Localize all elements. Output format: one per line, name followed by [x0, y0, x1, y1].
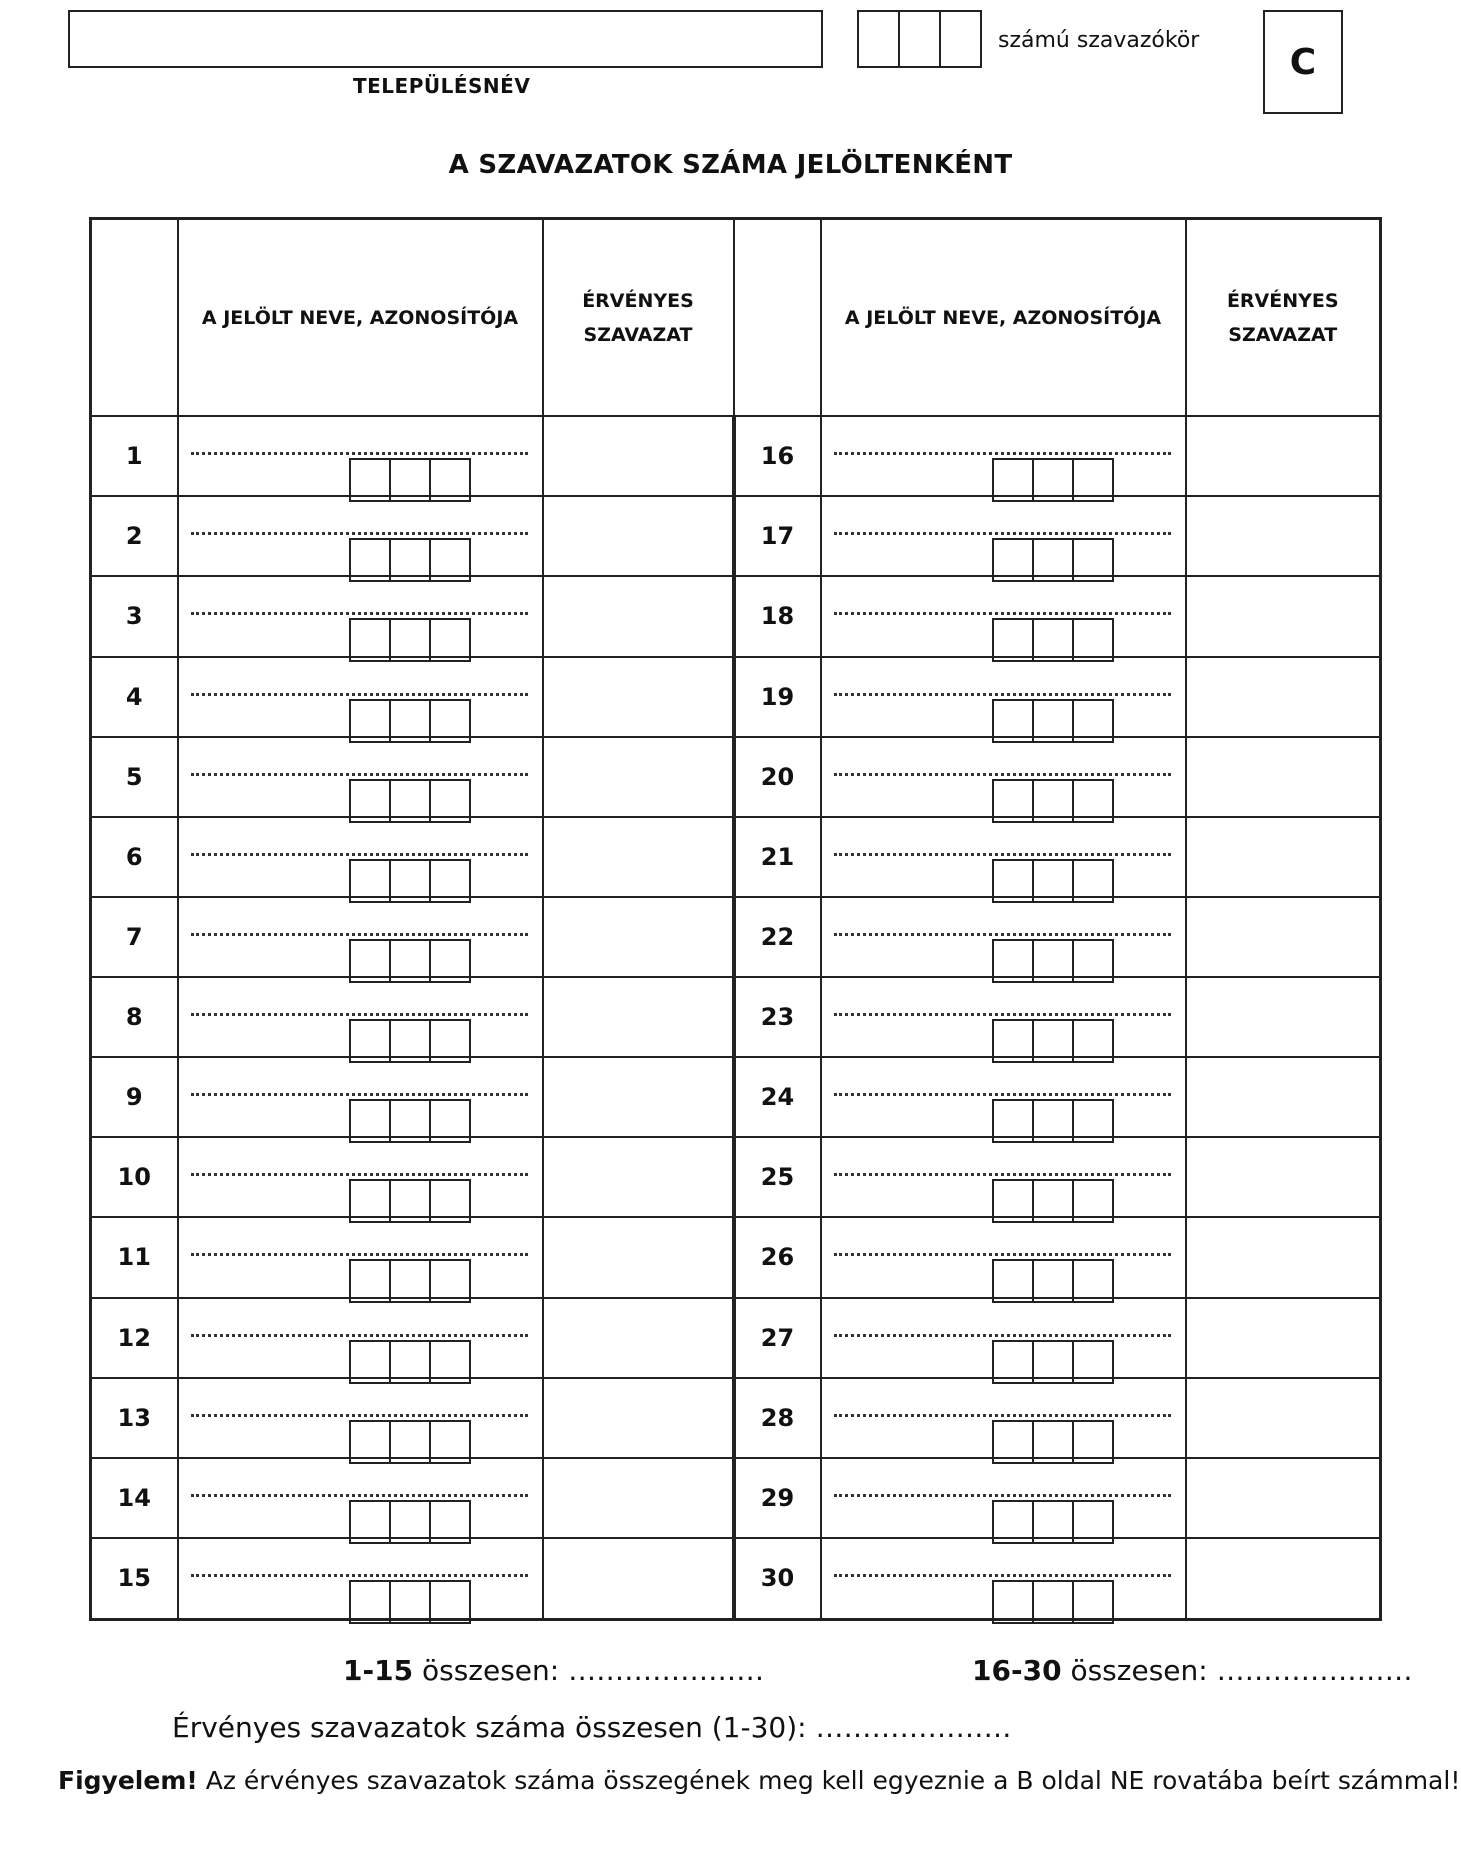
candidate-name-field[interactable] — [821, 897, 1186, 977]
row-number: 28 — [734, 1378, 821, 1458]
candidate-name-field[interactable] — [178, 1217, 543, 1297]
valid-votes-field[interactable] — [1186, 1298, 1381, 1378]
sum-16-30: 16-30 összesen: ………………… — [972, 1654, 1413, 1687]
name-dotted-line — [834, 1013, 1171, 1016]
settlement-name-label: TELEPÜLÉSNÉV — [353, 74, 531, 98]
candidate-name-field[interactable] — [178, 496, 543, 576]
row-number: 9 — [91, 1057, 178, 1137]
name-dotted-line — [191, 693, 528, 696]
candidate-id-digit-box[interactable] — [1072, 1580, 1114, 1624]
valid-votes-field[interactable] — [1186, 1538, 1381, 1620]
candidate-name-field[interactable] — [178, 737, 543, 817]
candidate-id-digit-box[interactable] — [389, 1580, 431, 1624]
valid-votes-field[interactable] — [543, 1298, 734, 1378]
candidate-votes-table — [89, 217, 1382, 1621]
row-number: 10 — [91, 1137, 178, 1217]
valid-votes-field[interactable] — [1186, 496, 1381, 576]
candidate-name-field[interactable] — [178, 1378, 543, 1458]
row-number: 29 — [734, 1458, 821, 1538]
name-dotted-line — [191, 1253, 528, 1256]
page-title: A SZAVAZATOK SZÁMA JELÖLTENKÉNT — [448, 150, 1013, 180]
candidate-name-column-header: A JELÖLT NEVE, AZONOSÍTÓJA — [178, 219, 543, 417]
candidate-id-digit-box[interactable] — [1032, 1580, 1074, 1624]
candidate-name-field[interactable] — [178, 657, 543, 737]
valid-votes-field[interactable] — [543, 496, 734, 576]
valid-votes-field[interactable] — [543, 657, 734, 737]
number-column-header — [91, 219, 178, 417]
name-dotted-line — [834, 1494, 1171, 1497]
candidate-name-field[interactable] — [821, 1057, 1186, 1137]
row-number: 7 — [91, 897, 178, 977]
valid-votes-field[interactable] — [1186, 657, 1381, 737]
precinct-digit-box[interactable] — [898, 10, 941, 68]
warning-note: Figyelem! Az érvényes szavazatok száma összegének meg kell egyeznie a B oldal NE rovatába beírt számmal! — [58, 1766, 1461, 1795]
table-row — [91, 657, 1381, 737]
name-dotted-line — [191, 612, 528, 615]
name-dotted-line — [834, 1334, 1171, 1337]
name-dotted-line — [191, 773, 528, 776]
name-dotted-line — [191, 1574, 528, 1577]
valid-votes-field[interactable] — [1186, 416, 1381, 496]
valid-votes-field[interactable] — [1186, 1137, 1381, 1217]
valid-votes-column-header: ÉRVÉNYES SZAVAZAT — [543, 219, 734, 417]
candidate-name-field[interactable] — [178, 1137, 543, 1217]
candidate-name-field[interactable] — [178, 977, 543, 1057]
candidate-name-field[interactable] — [821, 496, 1186, 576]
name-dotted-line — [834, 853, 1171, 856]
number-column-header — [734, 219, 821, 417]
candidate-name-field[interactable] — [821, 1538, 1186, 1620]
candidate-id-digit-box[interactable] — [429, 1580, 471, 1624]
row-number: 16 — [734, 416, 821, 496]
candidate-name-field[interactable] — [178, 416, 543, 496]
valid-votes-field[interactable] — [1186, 1057, 1381, 1137]
candidate-name-field[interactable] — [821, 977, 1186, 1057]
valid-votes-field[interactable] — [543, 416, 734, 496]
candidate-name-field[interactable] — [821, 1298, 1186, 1378]
valid-votes-field[interactable] — [543, 977, 734, 1057]
name-dotted-line — [191, 1093, 528, 1096]
row-number: 27 — [734, 1298, 821, 1378]
row-number: 23 — [734, 977, 821, 1057]
valid-votes-field[interactable] — [1186, 576, 1381, 656]
candidate-name-field[interactable] — [821, 1217, 1186, 1297]
candidate-id-digit-box[interactable] — [992, 1580, 1034, 1624]
name-dotted-line — [834, 693, 1171, 696]
table-row — [91, 1378, 1381, 1458]
valid-votes-field[interactable] — [543, 1538, 734, 1620]
valid-votes-field[interactable] — [543, 737, 734, 817]
row-number: 15 — [91, 1538, 178, 1620]
table-row — [91, 1458, 1381, 1538]
name-dotted-line — [834, 452, 1171, 455]
table-row — [91, 1137, 1381, 1217]
table-row — [91, 1538, 1381, 1620]
valid-votes-field[interactable] — [1186, 737, 1381, 817]
row-number: 22 — [734, 897, 821, 977]
valid-votes-total: Érvényes szavazatok száma összesen (1-30): ………………… — [172, 1711, 1012, 1744]
candidate-name-field[interactable] — [178, 576, 543, 656]
candidate-name-field[interactable] — [821, 416, 1186, 496]
table-row — [91, 496, 1381, 576]
valid-votes-field[interactable] — [543, 1057, 734, 1137]
sum-1-15: 1-15 összesen: ………………… — [343, 1654, 765, 1687]
precinct-number-boxes — [857, 10, 982, 68]
table-row — [91, 897, 1381, 977]
name-dotted-line — [834, 1414, 1171, 1417]
name-dotted-line — [834, 1173, 1171, 1176]
table-row — [91, 576, 1381, 656]
name-dotted-line — [834, 1574, 1171, 1577]
name-dotted-line — [191, 1334, 528, 1337]
candidate-name-field[interactable] — [178, 1538, 543, 1620]
table-row — [91, 416, 1381, 496]
row-number: 30 — [734, 1538, 821, 1620]
valid-votes-column-header: ÉRVÉNYES SZAVAZAT — [1186, 219, 1381, 417]
valid-votes-field[interactable] — [1186, 1378, 1381, 1458]
valid-votes-field[interactable] — [543, 1217, 734, 1297]
valid-votes-field[interactable] — [1186, 817, 1381, 897]
name-dotted-line — [191, 1494, 528, 1497]
table-row — [91, 1298, 1381, 1378]
name-dotted-line — [834, 532, 1171, 535]
table-row — [91, 977, 1381, 1057]
name-dotted-line — [191, 933, 528, 936]
valid-votes-field[interactable] — [1186, 977, 1381, 1057]
name-dotted-line — [834, 773, 1171, 776]
candidate-id-boxes — [349, 1580, 471, 1624]
precinct-digit-box[interactable] — [857, 10, 900, 68]
valid-votes-field[interactable] — [543, 1378, 734, 1458]
row-number: 17 — [734, 496, 821, 576]
name-dotted-line — [834, 1253, 1171, 1256]
table-row — [91, 737, 1381, 817]
table-row — [91, 1217, 1381, 1297]
valid-votes-field[interactable] — [1186, 1458, 1381, 1538]
valid-votes-field[interactable] — [1186, 1217, 1381, 1297]
candidate-name-field[interactable] — [821, 737, 1186, 817]
candidate-id-boxes — [992, 1580, 1114, 1624]
row-number: 11 — [91, 1217, 178, 1297]
name-dotted-line — [191, 1414, 528, 1417]
row-number: 24 — [734, 1057, 821, 1137]
candidate-name-field[interactable] — [821, 657, 1186, 737]
candidate-name-column-header: A JELÖLT NEVE, AZONOSÍTÓJA — [821, 219, 1186, 417]
candidate-name-field[interactable] — [178, 897, 543, 977]
name-dotted-line — [191, 1013, 528, 1016]
candidate-name-field[interactable] — [821, 1137, 1186, 1217]
candidate-name-field[interactable] — [821, 1378, 1186, 1458]
row-number: 14 — [91, 1458, 178, 1538]
name-dotted-line — [834, 933, 1171, 936]
valid-votes-field[interactable] — [543, 1458, 734, 1538]
row-number: 6 — [91, 817, 178, 897]
name-dotted-line — [191, 853, 528, 856]
candidate-name-field[interactable] — [178, 1298, 543, 1378]
valid-votes-field[interactable] — [543, 897, 734, 977]
candidate-name-field[interactable] — [821, 817, 1186, 897]
row-number: 25 — [734, 1137, 821, 1217]
precinct-label: számú szavazókör — [998, 28, 1200, 53]
row-number: 5 — [91, 737, 178, 817]
name-dotted-line — [191, 1173, 528, 1176]
settlement-name-field[interactable] — [68, 10, 823, 68]
row-number: 21 — [734, 817, 821, 897]
valid-votes-field[interactable] — [543, 576, 734, 656]
row-number: 19 — [734, 657, 821, 737]
row-number: 26 — [734, 1217, 821, 1297]
form-letter-badge: C — [1263, 10, 1343, 114]
valid-votes-field[interactable] — [543, 1137, 734, 1217]
name-dotted-line — [191, 532, 528, 535]
precinct-digit-box[interactable] — [939, 10, 982, 68]
name-dotted-line — [834, 1093, 1171, 1096]
row-number: 13 — [91, 1378, 178, 1458]
candidate-name-field[interactable] — [178, 1458, 543, 1538]
table-header-row — [91, 219, 1381, 417]
table-row — [91, 817, 1381, 897]
row-number: 8 — [91, 977, 178, 1057]
row-number: 2 — [91, 496, 178, 576]
row-number: 12 — [91, 1298, 178, 1378]
row-number: 18 — [734, 576, 821, 656]
table-row — [91, 1057, 1381, 1137]
valid-votes-field[interactable] — [543, 817, 734, 897]
candidate-id-digit-box[interactable] — [349, 1580, 391, 1624]
name-dotted-line — [834, 612, 1171, 615]
valid-votes-field[interactable] — [1186, 897, 1381, 977]
row-number: 1 — [91, 416, 178, 496]
name-dotted-line — [191, 452, 528, 455]
candidate-name-field[interactable] — [178, 1057, 543, 1137]
candidate-name-field[interactable] — [821, 1458, 1186, 1538]
row-number: 3 — [91, 576, 178, 656]
row-number: 20 — [734, 737, 821, 817]
row-number: 4 — [91, 657, 178, 737]
candidate-name-field[interactable] — [821, 576, 1186, 656]
candidate-name-field[interactable] — [178, 817, 543, 897]
